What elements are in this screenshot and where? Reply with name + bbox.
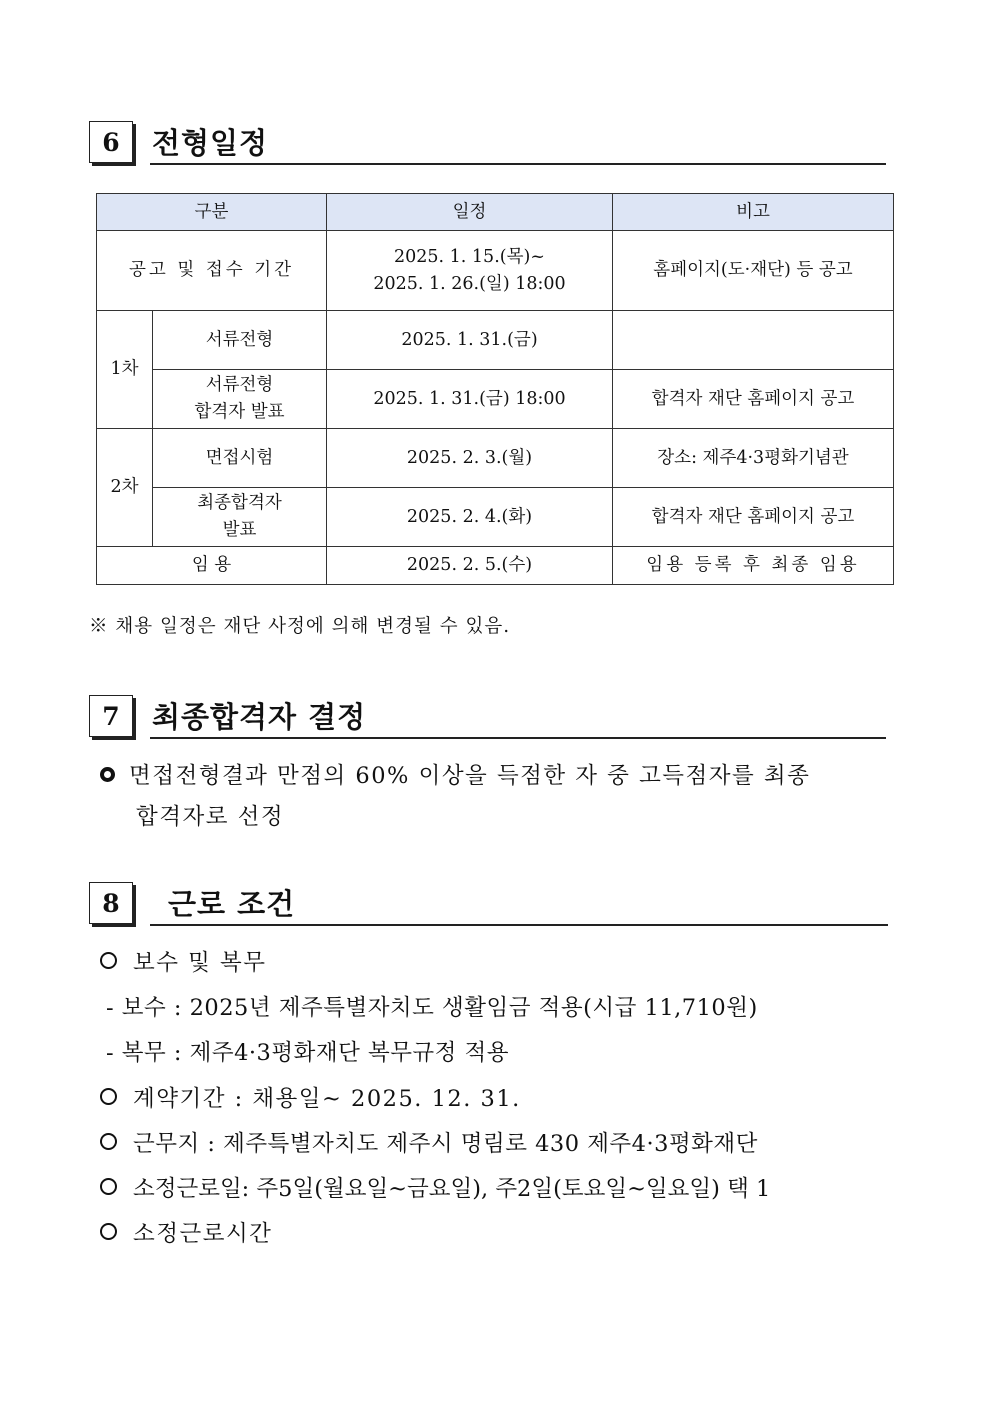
paragraph-line: 합격자로 선정 <box>136 804 285 830</box>
row-label: 면접시험 <box>153 429 327 488</box>
row-note: 홈페이지(도·재단) 등 공고 <box>613 231 894 311</box>
round-label: 1차 <box>97 311 153 429</box>
table-row <box>97 488 894 547</box>
table-row <box>97 311 894 370</box>
label-line: 발표 <box>222 520 257 540</box>
date-line: 2025. 1. 26.(일) 18:00 <box>373 273 566 294</box>
header-remark: 비고 <box>613 194 894 231</box>
row-label <box>153 488 327 547</box>
label-line: 합격자 발표 <box>194 402 285 422</box>
row-date: 2025. 2. 4.(화) <box>327 488 613 547</box>
section-underline <box>150 163 886 165</box>
section-number: 6 <box>89 121 133 163</box>
list-subitem: - 보수 : 2025년 제주특별자치도 생활임금 적용(시급 11,710원) <box>106 995 758 1021</box>
row-note: 합격자 재단 홈페이지 공고 <box>613 370 894 429</box>
row-note: 합격자 재단 홈페이지 공고 <box>613 488 894 547</box>
row-date <box>327 231 613 311</box>
circle-bullet-icon <box>100 1088 117 1105</box>
label-line: 서류전형 <box>205 375 274 395</box>
list-item: 소정근로일: 주5일(월요일~금요일), 주2일(토요일~일요일) 택 1 <box>100 1171 770 1203</box>
row-date: 2025. 2. 5.(수) <box>327 547 613 585</box>
date-line: 2025. 1. 15.(목)~ <box>394 246 545 267</box>
list-item: 근무지 : 제주특별자치도 제주시 명림로 430 제주4·3평화재단 <box>100 1126 758 1158</box>
schedule-footnote: ※ 채용 일정은 재단 사정에 의해 변경될 수 있음. <box>89 616 511 637</box>
header-schedule: 일정 <box>327 194 613 231</box>
list-item: 보수 및 복무 <box>100 945 266 977</box>
table-row <box>97 429 894 488</box>
row-note: 임용 등록 후 최종 임용 <box>613 547 894 585</box>
table-row <box>97 547 894 585</box>
row-note <box>613 311 894 370</box>
decision-paragraph <box>100 758 810 790</box>
list-subitem: - 복무 : 제주4·3평화재단 복무규정 적용 <box>106 1040 510 1066</box>
section-underline <box>150 737 886 739</box>
list-item: 소정근로시간 <box>100 1216 272 1248</box>
circle-bullet-icon <box>100 952 117 969</box>
round-label: 2차 <box>97 429 153 547</box>
schedule-table <box>96 193 894 585</box>
row-label <box>153 370 327 429</box>
section-number: 8 <box>89 882 133 924</box>
section-title: 근로 조건 <box>168 887 296 921</box>
header-category: 구분 <box>97 194 327 231</box>
circle-bullet-icon <box>100 1133 117 1150</box>
bullet-icon <box>100 767 115 782</box>
section-number: 7 <box>89 695 133 737</box>
row-label: 서류전형 <box>153 311 327 370</box>
circle-bullet-icon <box>100 1178 117 1195</box>
circle-bullet-icon <box>100 1223 117 1240</box>
list-item: 계약기간 : 채용일~ 2025. 12. 31. <box>100 1081 521 1113</box>
row-date: 2025. 2. 3.(월) <box>327 429 613 488</box>
paragraph-line: 면접전형결과 만점의 60% 이상을 득점한 자 중 고득점자를 최종 <box>129 763 811 789</box>
section-title: 최종합격자 결정 <box>152 700 367 734</box>
table-row <box>97 231 894 311</box>
label-line: 최종합격자 <box>197 493 282 513</box>
row-date: 2025. 1. 31.(금) <box>327 311 613 370</box>
table-header-row <box>97 194 894 231</box>
row-date: 2025. 1. 31.(금) 18:00 <box>327 370 613 429</box>
row-label: 임 용 <box>97 547 327 585</box>
section-title: 전형일정 <box>152 126 269 160</box>
table-row <box>97 370 894 429</box>
row-label: 공고 및 접수 기간 <box>97 231 327 311</box>
row-note: 장소: 제주4·3평화기념관 <box>613 429 894 488</box>
section-underline <box>150 924 888 926</box>
